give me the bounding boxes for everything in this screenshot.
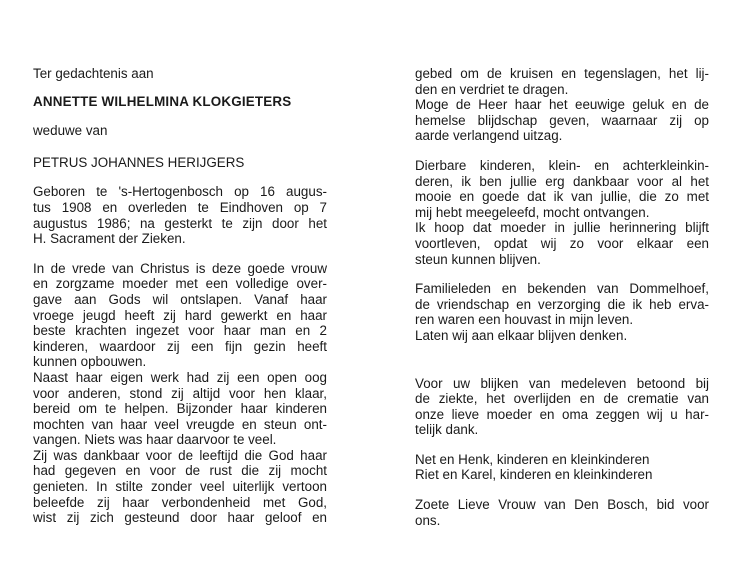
text-line: kunnen opbouwen. xyxy=(33,354,147,370)
bio-line: augustus 1986; na gesterkt te zijn door het xyxy=(33,215,327,231)
text-line: onze lieve moeder en oma zeggen wij u har- xyxy=(415,406,709,422)
intro-text: Ter gedachtenis aan xyxy=(33,66,154,81)
text-line: gebed om de kruisen en tegenslagen, het lij- xyxy=(415,66,709,81)
bio-paragraph xyxy=(33,184,327,246)
text-line: mochten van haar veel vreugde en steun ont- xyxy=(33,416,327,432)
text-line: de ziekte, het overlijden en de crematie van xyxy=(415,391,709,407)
thanks-paragraph xyxy=(415,376,709,438)
bio-line: Geboren te 's-Hertogenbosch op 16 augus- xyxy=(33,184,327,200)
text-line: In de vrede van Christus is deze goede vrouw xyxy=(33,260,327,276)
signature-line: Riet en Karel, kinderen en kleinkinderen xyxy=(415,467,653,483)
life-paragraph xyxy=(33,261,327,526)
text-line: Laten wij aan elkaar blijven denken. xyxy=(415,327,628,343)
children-paragraph xyxy=(415,158,709,267)
text-line: bereid om te helpen. Bijzonder haar kinderen xyxy=(33,401,327,417)
text-line: ons. xyxy=(415,512,441,528)
family-paragraph xyxy=(415,281,709,343)
text-line: Zoete Lieve Vrouw van Den Bosch, bid voor xyxy=(415,497,709,513)
spouse-name: PETRUS JOHANNES HERIJGERS xyxy=(33,154,245,170)
text-line: wist zij zich gesteund door haar geloof en xyxy=(33,510,327,526)
text-line: en zorgzame moeder met een volledige over- xyxy=(33,276,327,292)
prayer-paragraph xyxy=(415,66,709,144)
signature-block xyxy=(415,452,709,483)
text-line: Ik hoop dat moeder in jullie herinnering blijft xyxy=(415,220,709,236)
text-line: de vriendschap en verzorging die ik heb erva- xyxy=(415,296,709,312)
text-line: deren, ik ben jullie erg dankbaar voor al het xyxy=(415,173,709,189)
text-line: Familieleden en bekenden van Dommelhoef, xyxy=(415,281,709,297)
text-line: ren waren een houvast in mijn leven. xyxy=(415,312,634,328)
left-column xyxy=(33,66,327,526)
text-line: voor anderen, stond zij altijd voor hen klaar, xyxy=(33,385,327,401)
text-line: voortleven, opdat wij zo voor elkaar een xyxy=(415,235,709,251)
text-line: steun kunnen blijven. xyxy=(415,251,541,267)
text-line: aarde verlangend uitzag. xyxy=(415,128,563,144)
relation-text: weduwe van xyxy=(33,123,108,139)
text-line: vangen. Niets was haar daarvoor te veel. xyxy=(33,432,277,448)
text-line: Zij was dankbaar voor de leeftijd die God haar xyxy=(33,447,327,463)
text-line: genieten. In stilte zonder veel uiterlijk vertoon xyxy=(33,479,327,495)
deceased-name: ANNETTE WILHELMINA KLOKGIETERS xyxy=(33,93,292,109)
text-line: vroege jeugd heeft zij hard gewerkt en haar xyxy=(33,307,327,323)
text-line: had gegeven en voor de rust die zij mocht xyxy=(33,463,327,479)
bio-line: tus 1908 en overleden te Eindhoven op 7 xyxy=(33,199,327,215)
signature-line: Net en Henk, kinderen en kleinkinderen xyxy=(415,451,650,467)
text-line: Dierbare kinderen, klein- en achterkleinkin- xyxy=(415,157,709,173)
text-line: telijk dank. xyxy=(415,422,479,438)
text-line: beleefde zij haar verbondenheid met God, xyxy=(33,494,327,510)
text-line: Voor uw blijken van medeleven betoond bij xyxy=(415,375,709,391)
bio-line: H. Sacrament der Zieken. xyxy=(33,231,186,247)
text-line: Naast haar eigen werk had zij een open oog xyxy=(33,369,327,385)
text-line: kinderen, waardoor zij een fijn gezin heeft xyxy=(33,338,327,354)
text-line: Moge de Heer haar het eeuwige geluk en de xyxy=(415,97,709,113)
text-line: mij hebt meegeleefd, mocht ontvangen. xyxy=(415,204,650,220)
right-column xyxy=(415,66,709,528)
text-line: den en verdriet te dragen. xyxy=(415,81,569,97)
text-line: beste krachten ingezet voor haar man en 2 xyxy=(33,323,327,339)
text-line: hemelse blijdschap geven, waarnaar zij op xyxy=(415,112,709,128)
closing-prayer xyxy=(415,497,709,528)
text-line: mooie en goede dat ik van jullie, die zo met xyxy=(415,189,709,205)
text-line: gave aan Gods wil ontslapen. Vanaf haar xyxy=(33,291,327,307)
